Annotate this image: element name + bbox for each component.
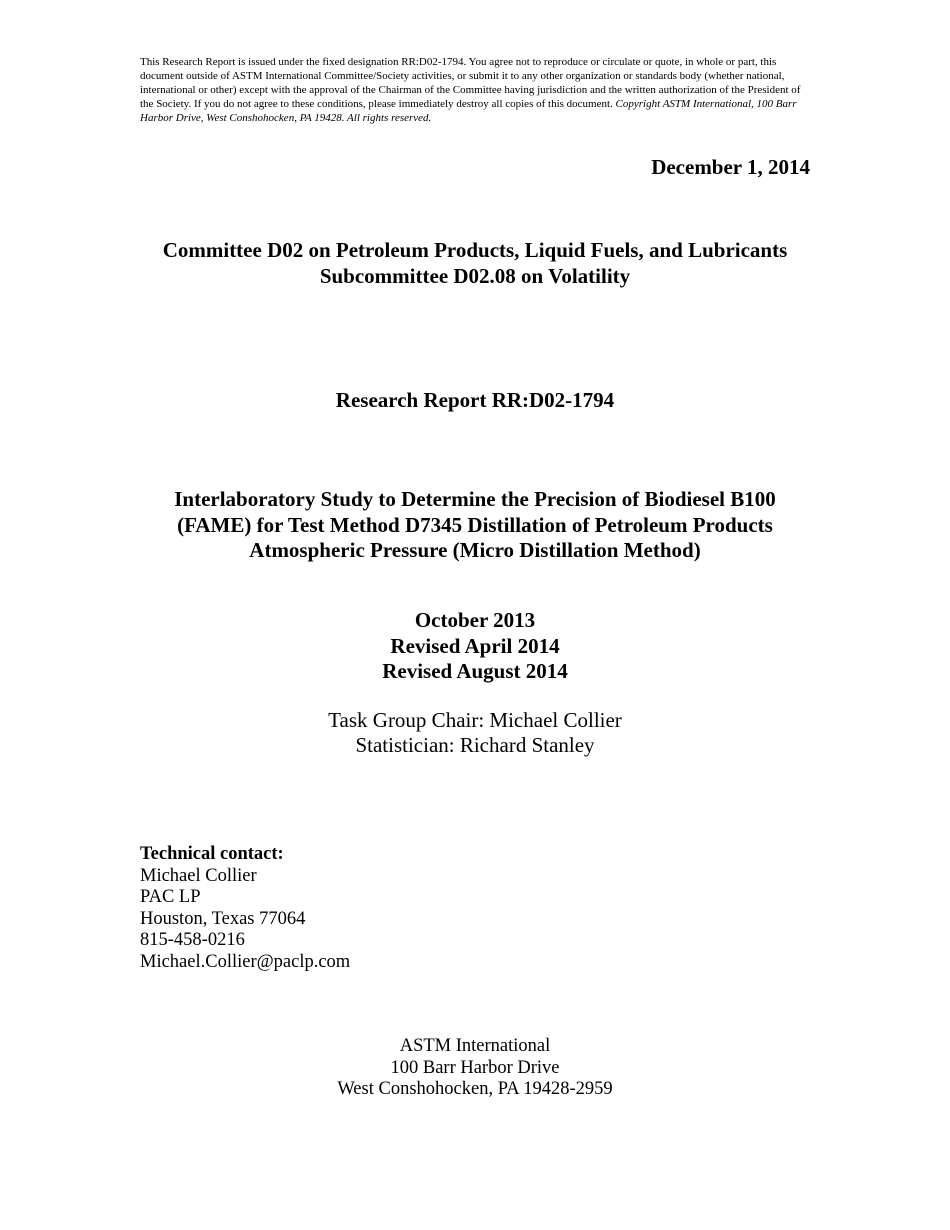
usage-notice xyxy=(140,55,812,125)
notice-text: This Research Report is issued under the fixed designation RR:D02-1794. You agree not to reproduce or circulate or quote, in whole or part, this document outside of ASTM International Committee/Society activities, or submit it to any other organization or standards body (whether national, international or other) except with the approval of the Chairman of the Committee having jurisdiction and the written authorization of the President of the Society. If you do not agree to these conditions, please immediately destroy all copies of this document. xyxy=(140,56,801,110)
committee-name: Committee D02 on Petroleum Products, Liquid Fuels, and Lubricants xyxy=(162,238,788,262)
address-city: West Conshohocken, PA 19428-2959 xyxy=(337,1079,613,1099)
subcommittee-name: Subcommittee D02.08 on Volatility xyxy=(319,263,631,288)
committee-block xyxy=(0,238,950,289)
report-number: Research Report RR:D02-1794 xyxy=(335,388,615,412)
dates-block xyxy=(0,608,950,685)
statistician: Statistician: Richard Stanley xyxy=(355,733,595,757)
astm-address xyxy=(0,1036,950,1101)
people-block xyxy=(0,708,950,758)
contact-name: Michael Collier xyxy=(140,865,257,886)
report-number-block xyxy=(0,388,950,414)
contact-email: Michael.Collier@paclp.com xyxy=(140,951,351,972)
report-date: December 1, 2014 xyxy=(651,155,810,179)
contact-heading: Technical contact: xyxy=(140,844,284,864)
contact-city: Houston, Texas 77064 xyxy=(140,908,306,929)
revised-date-1: Revised April 2014 xyxy=(390,633,560,658)
address-street: 100 Barr Harbor Drive xyxy=(390,1057,560,1078)
contact-phone: 815-458-0216 xyxy=(140,930,245,950)
copyright-text: Copyright ASTM International, 100 Barr Harbor Drive, West Conshohocken, PA 19428. All rights reserved. xyxy=(140,98,797,124)
study-title-line-2: (FAME) for Test Method D7345 Distillation of Petroleum Products xyxy=(177,512,773,537)
address-org: ASTM International xyxy=(399,1036,551,1056)
study-title-line-1: Interlaboratory Study to Determine the Precision of Biodiesel B100 xyxy=(174,487,776,511)
task-group-chair: Task Group Chair: Michael Collier xyxy=(328,708,622,732)
revised-date-2: Revised August 2014 xyxy=(382,659,568,683)
study-title-line-3: Atmospheric Pressure (Micro Distillation Method) xyxy=(249,538,701,562)
contact-company: PAC LP xyxy=(140,887,201,907)
original-date: October 2013 xyxy=(414,608,536,632)
technical-contact xyxy=(140,844,350,973)
study-title-block xyxy=(0,487,950,564)
